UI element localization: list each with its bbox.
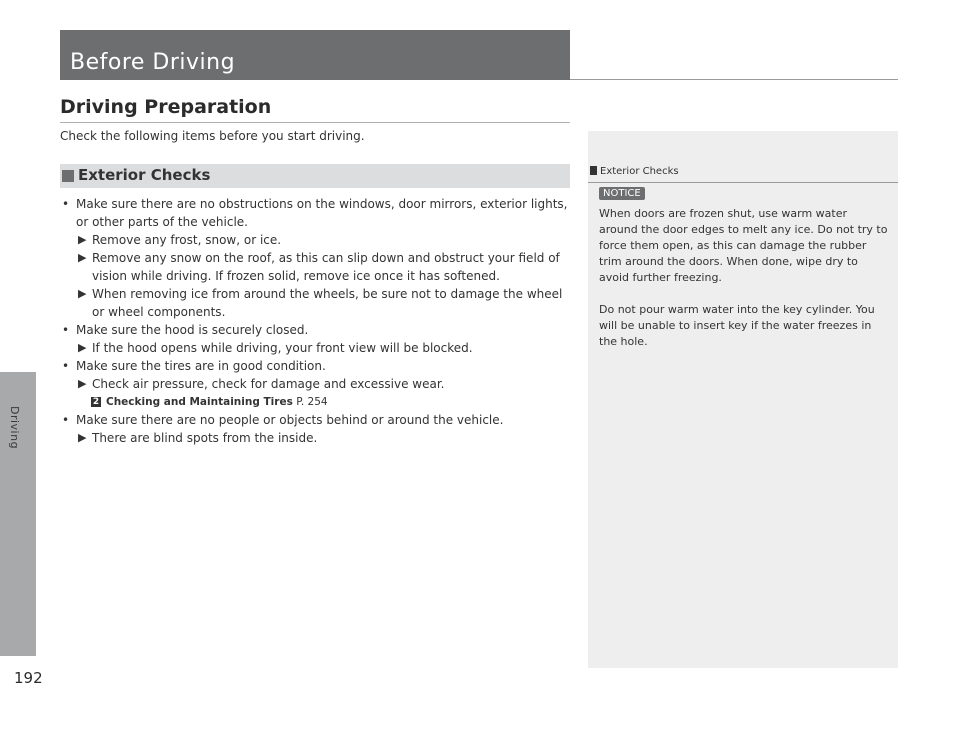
bullet-icon: • bbox=[62, 197, 70, 211]
sub-list-item: ▶ There are blind spots from the inside. bbox=[78, 431, 318, 445]
note-rule bbox=[588, 182, 898, 183]
list-item: • Make sure the hood is securely closed. bbox=[62, 323, 309, 337]
list-item: • Make sure there are no people or objects behind or around the vehicle. bbox=[62, 413, 504, 427]
bullet-icon: • bbox=[62, 359, 70, 373]
side-tab-label: Driving bbox=[8, 406, 21, 450]
note-marker-icon bbox=[590, 166, 597, 175]
arrow-right-icon: ▶ bbox=[78, 251, 87, 264]
sub-list-item: ▶ Check air pressure, check for damage and excessive wear. bbox=[78, 377, 445, 391]
side-note-panel bbox=[588, 131, 898, 668]
arrow-right-icon: ▶ bbox=[78, 233, 87, 246]
notice-badge: NOTICE bbox=[599, 187, 645, 200]
note-body bbox=[599, 206, 889, 350]
arrow-right-icon: ▶ bbox=[78, 287, 87, 300]
sub-list-item: ▶ If the hood opens while driving, your front view will be blocked. bbox=[78, 341, 473, 355]
note-paragraph: Do not pour warm water into the key cylinder. You will be unable to insert key if the water freezes in the hole. bbox=[599, 303, 875, 348]
list-item: • Make sure there are no obstructions on the windows, door mirrors, exterior lights, or other parts of the vehicle. bbox=[62, 197, 568, 229]
arrow-right-icon: ▶ bbox=[78, 431, 87, 444]
sub-list-item: ▶ Remove any snow on the roof, as this can slip down and obstruct your field of vision while driving. If frozen solid, remove ice once it has softened. bbox=[78, 251, 560, 283]
section-rule bbox=[60, 122, 570, 123]
sub-list-item: ▶ Remove any frost, snow, or ice. bbox=[78, 233, 282, 247]
section-title: Driving Preparation bbox=[60, 96, 272, 118]
checklist bbox=[60, 195, 572, 447]
note-heading: Exterior Checks bbox=[588, 166, 898, 177]
bullet-icon: • bbox=[62, 413, 70, 427]
sub-list-item: ▶ When removing ice from around the wheels, be sure not to damage the wheel or wheel components. bbox=[78, 287, 563, 319]
section-intro: Check the following items before you start driving. bbox=[60, 129, 365, 143]
chapter-title: Before Driving bbox=[70, 50, 236, 75]
arrow-right-icon: ▶ bbox=[78, 377, 87, 390]
page-number: 192 bbox=[14, 669, 43, 687]
chapter-header bbox=[60, 30, 570, 80]
page-reference-icon: 2 bbox=[92, 397, 100, 407]
chapter-rule bbox=[570, 79, 898, 80]
list-item: • Make sure the tires are in good condition. bbox=[62, 359, 326, 373]
subsection-header bbox=[60, 164, 570, 188]
note-paragraph: When doors are frozen shut, use warm water around the door edges to melt any ice. Do not try to force them open, as this can damage the rubber trim around the doors. When done, wipe dry to avoid further freezing. bbox=[599, 207, 888, 284]
subsection-title: Exterior Checks bbox=[78, 166, 211, 184]
arrow-right-icon: ▶ bbox=[78, 341, 87, 354]
cross-reference-link[interactable]: 2 Checking and Maintaining Tires P. 254 bbox=[92, 396, 328, 408]
bullet-icon: • bbox=[62, 323, 70, 337]
square-bullet-icon bbox=[62, 170, 74, 182]
